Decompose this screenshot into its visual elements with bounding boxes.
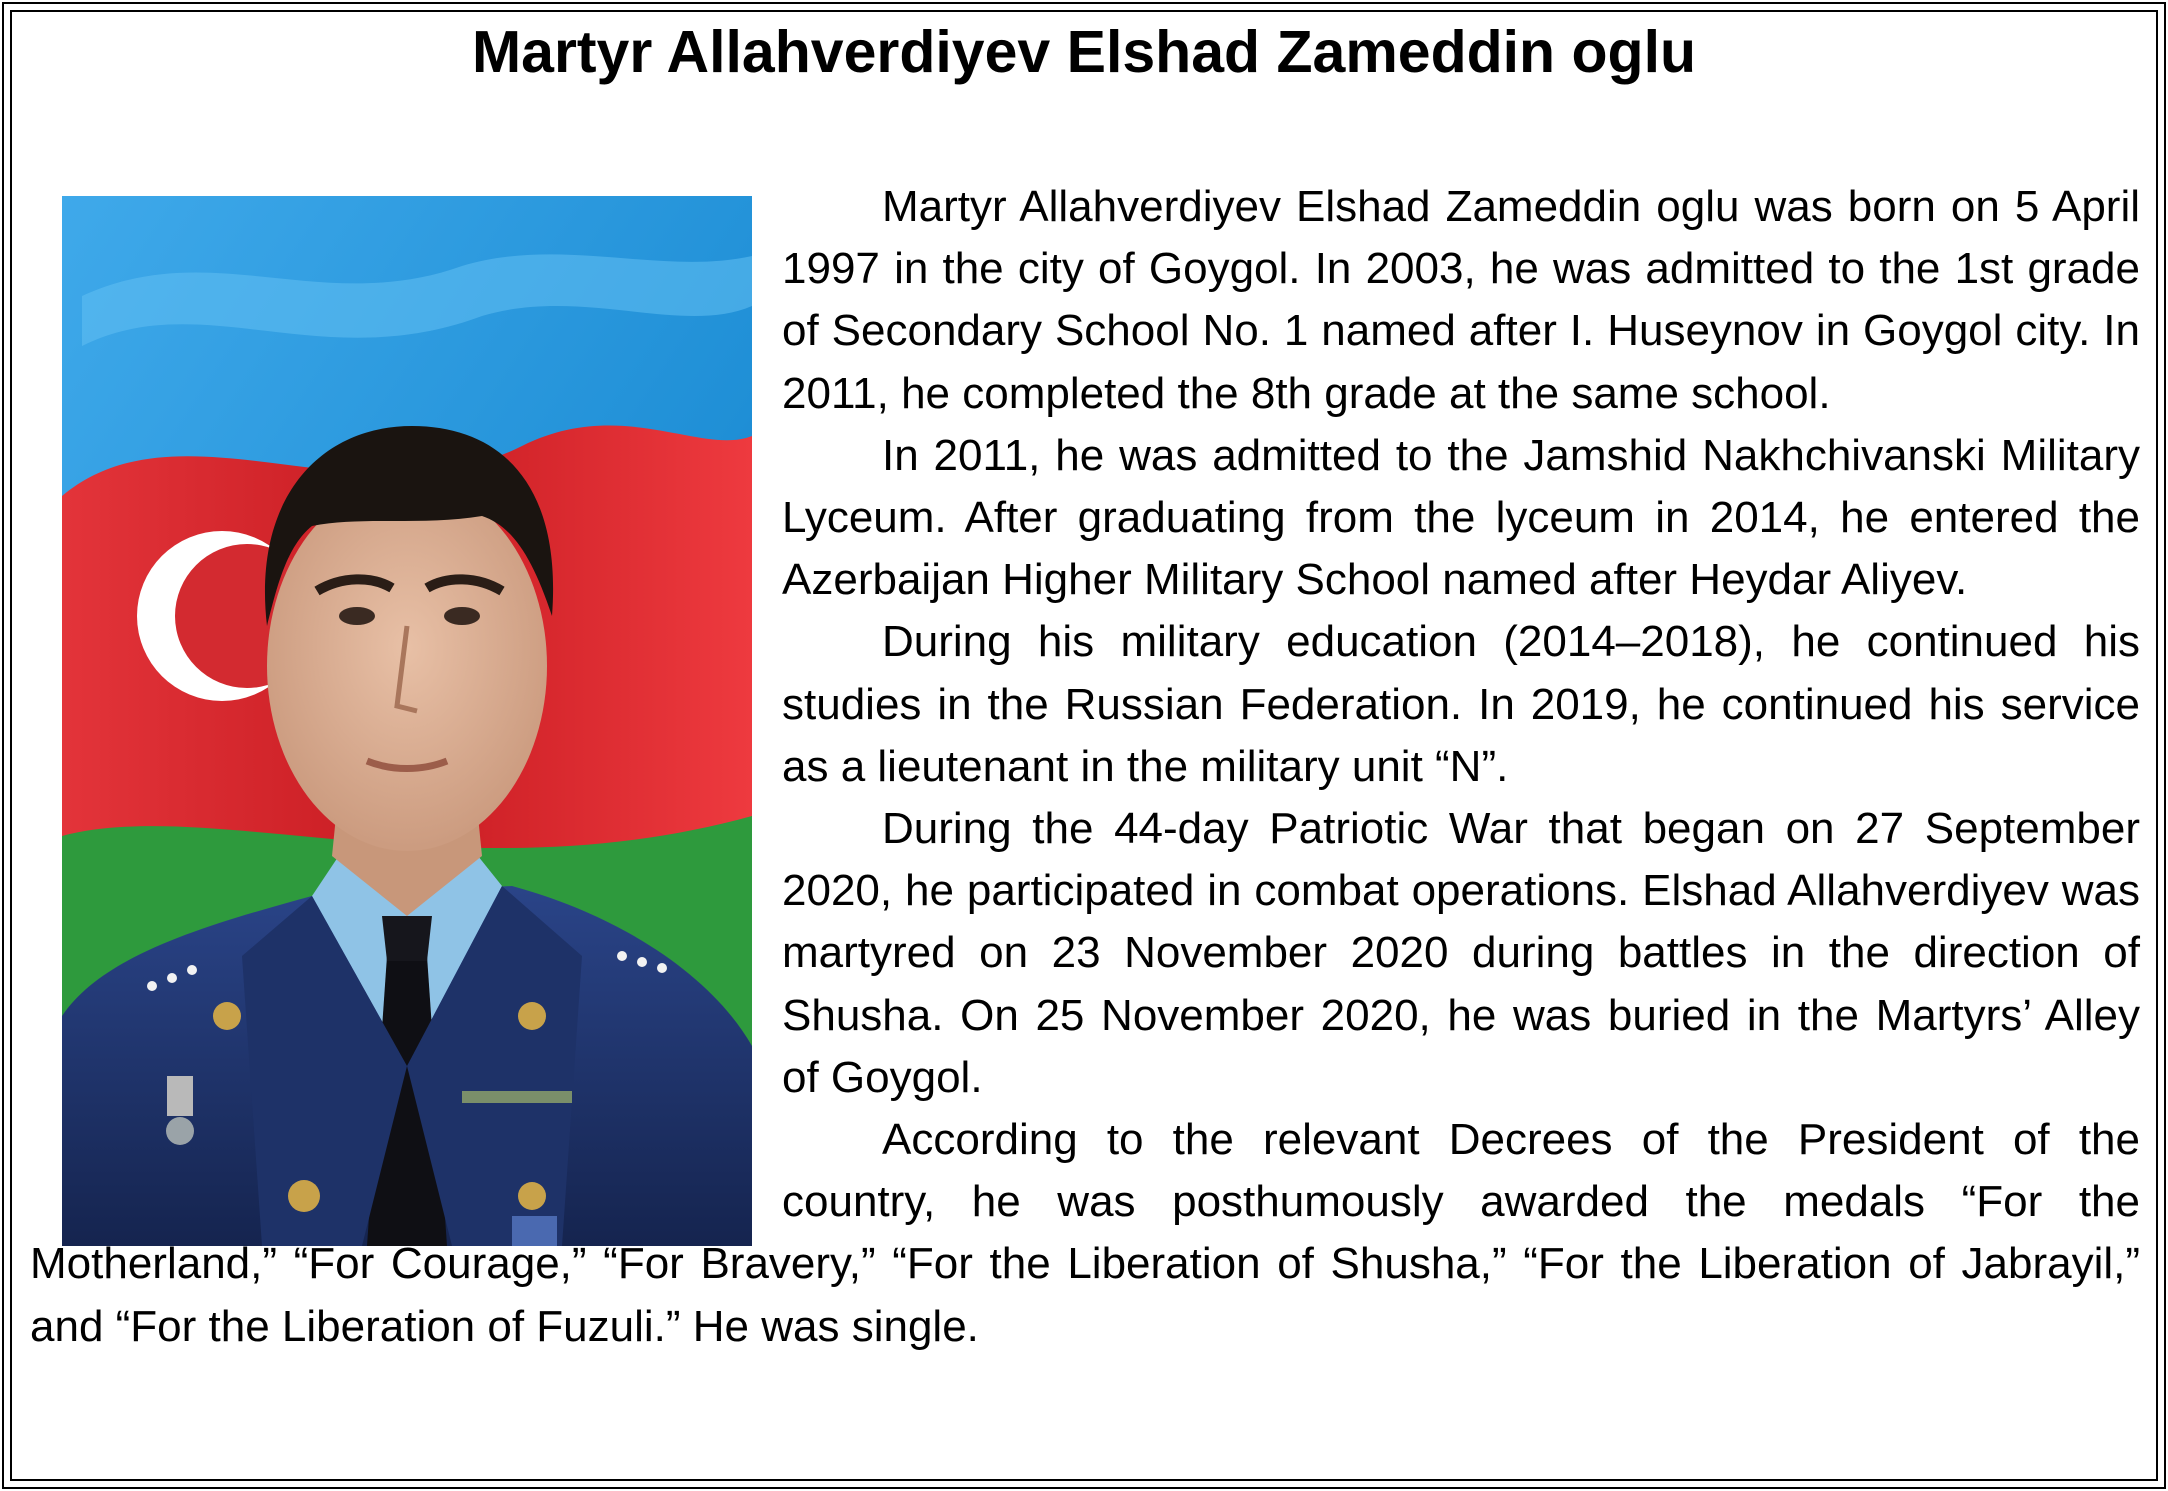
biography-text bbox=[30, 176, 2140, 1358]
bio-paragraph: According to the relevant Decrees of the President of the country, he was posthumously awarded the medals “For the Motherland,” “For Courage,” “For Bravery,” “For the Liberation of Shusha,” “For the Liberation of Jabrayil,” and “For the Liberation of Fuzuli.” He was single. bbox=[30, 1115, 2140, 1351]
bio-paragraph: During the 44-day Patriotic War that began on 27 September 2020, he participated in combat operations. Elshad Allahverdiyev was martyred on 23 November 2020 during battles in the direction of Shusha. On 25 November 2020, he was buried in the Martyrs’ Alley of Goygol. bbox=[782, 804, 2140, 1102]
bio-paragraph: In 2011, he was admitted to the Jamshid Nakhchivanski Military Lyceum. After graduating from the lyceum in 2014, he entered the Azerbaijan Higher Military School named after Heydar Aliyev. bbox=[782, 430, 2140, 605]
page-title: Martyr Allahverdiyev Elshad Zameddin oglu bbox=[471, 19, 1697, 85]
bio-paragraph: During his military education (2014–2018), he continued his studies in the Russian Federation. In 2019, he continued his service as a lieutenant in the military unit “N”. bbox=[782, 617, 2140, 791]
portrait-spacer bbox=[30, 176, 782, 1226]
bio-paragraph: Martyr Allahverdiyev Elshad Zameddin oglu was born on 5 April 1997 in the city of Goygol. In 2003, he was admitted to the 1st grade of Secondary School No. 1 named after I. Huseynov in Goygol city. In 2011, he completed the 8th grade at the same school. bbox=[782, 182, 2140, 418]
